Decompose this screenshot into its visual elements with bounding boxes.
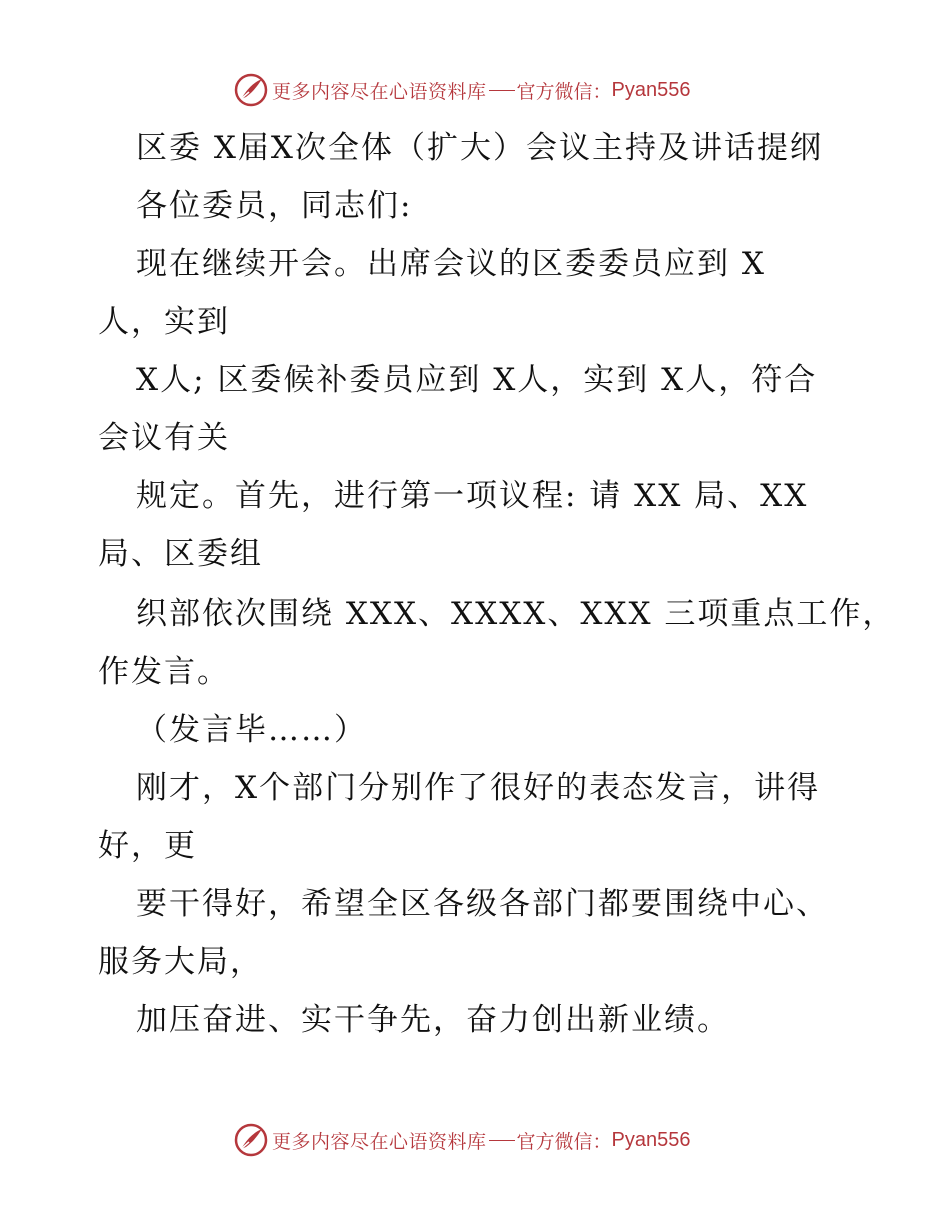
footer-banner: [234, 1122, 691, 1158]
text-line: 现在继续开会。出席会议的区委委员应到 X: [136, 246, 766, 282]
banner-separator: [489, 90, 515, 91]
banner-wechat-id: Pyan556: [611, 1128, 691, 1151]
banner-title: 更多内容尽在心语资料库: [272, 80, 487, 103]
text-line: 局、区委组: [98, 536, 263, 572]
document-title: 区委 X届X次全体（扩大）会议主持及讲话提纲: [136, 130, 823, 166]
banner-separator: [489, 1140, 515, 1141]
text-line: 服务大局，: [98, 944, 263, 980]
banner-wechat-id: Pyan556: [611, 78, 691, 101]
text-line: 刚才，X个部门分别作了很好的表态发言，讲得: [136, 770, 821, 806]
text-line: 会议有关: [98, 420, 230, 456]
quill-logo-icon: [234, 73, 268, 107]
text-line: 要干得好，希望全区各级各部门都要围绕中心、: [136, 886, 829, 922]
quill-logo-icon: [234, 1123, 268, 1157]
header-banner: [234, 72, 691, 108]
text-line: （发言毕……）: [136, 712, 367, 748]
banner-wechat-label: 官方微信：: [516, 1130, 612, 1153]
text-line: 各位委员，同志们:: [136, 188, 413, 224]
text-line: 人，实到: [98, 304, 230, 340]
text-line: X人; 区委候补委员应到 X人，实到 X人，符合: [136, 362, 818, 398]
banner-wechat-label: 官方微信：: [516, 80, 612, 103]
text-line: 织部依次围绕 XXX、XXXX、XXX 三项重点工作，: [136, 596, 896, 632]
banner-title: 更多内容尽在心语资料库: [272, 1130, 487, 1153]
text-line: 加压奋进、实干争先，奋力创出新业绩。: [136, 1002, 730, 1038]
text-line: 作发言。: [98, 654, 230, 690]
text-line: 好，更: [98, 828, 197, 864]
text-line: 规定。首先，进行第一项议程: 请 XX 局、XX: [136, 478, 809, 514]
